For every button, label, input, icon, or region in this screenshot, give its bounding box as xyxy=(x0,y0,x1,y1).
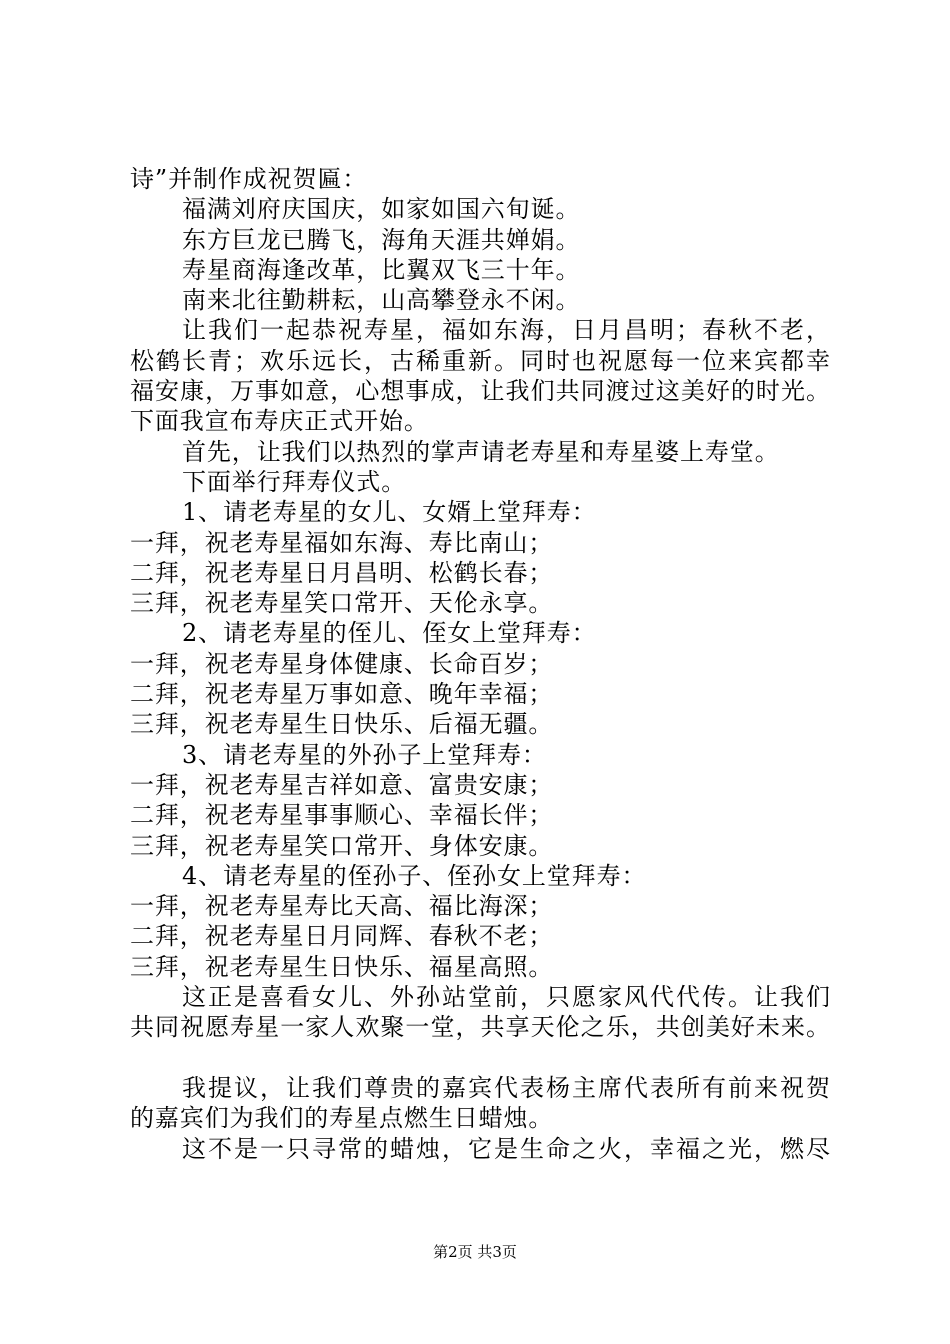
text-line: 下面我宣布寿庆正式开始。 xyxy=(130,407,429,436)
document-body xyxy=(130,164,830,1164)
text-line: 二拜，祝老寿星日月同辉、春秋不老； xyxy=(130,922,554,951)
text-line: 一拜，祝老寿星身体健康、长命百岁； xyxy=(130,649,554,678)
blank-line xyxy=(130,1043,830,1073)
text-line: 寿星商海逢改革，比翼双飞三十年。 xyxy=(182,255,581,284)
text-line: 一拜，祝老寿星吉祥如意、富贵安康； xyxy=(130,770,554,799)
text-line: 松鹤长青；欢乐远长，古稀重新。同时也祝愿每一位来宾都幸 xyxy=(130,346,830,375)
text-line: 三拜，祝老寿星生日快乐、后福无疆。 xyxy=(130,710,554,739)
text-line: 福安康，万事如意，心想事成，让我们共同渡过这美好的时光。 xyxy=(130,377,830,406)
text-line: 二拜，祝老寿星事事顺心、幸福长伴； xyxy=(130,801,554,830)
text-line: 的嘉宾们为我们的寿星点燃生日蜡烛。 xyxy=(130,1104,554,1133)
page-number-label: 第2页 共3页 xyxy=(433,1243,517,1261)
text-line: 2、请老寿星的侄儿、侄女上堂拜寿： xyxy=(182,619,597,648)
text-line: 首先，让我们以热烈的掌声请老寿星和寿星婆上寿堂。 xyxy=(182,437,780,466)
text-line: 一拜，祝老寿星寿比天高、福比海深； xyxy=(130,892,554,921)
text-line: 共同祝愿寿星一家人欢聚一堂，共享天伦之乐，共创美好未来。 xyxy=(130,1013,830,1042)
page-footer xyxy=(0,1242,950,1262)
text-line: 一拜，祝老寿星福如东海、寿比南山； xyxy=(130,528,554,557)
text-line: 3、请老寿星的外孙子上堂拜寿： xyxy=(182,740,547,769)
text-line: 福满刘府庆国庆，如家如国六旬诞。 xyxy=(182,195,581,224)
text-line: 让我们一起恭祝寿星，福如东海，日月昌明；春秋不老， xyxy=(182,316,830,345)
text-line: 三拜，祝老寿星生日快乐、福星高照。 xyxy=(130,952,554,981)
text-line: 诗”并制作成祝贺匾： xyxy=(130,165,368,193)
text-line: 下面举行拜寿仪式。 xyxy=(182,467,407,496)
text-line: 这正是喜看女儿、外孙站堂前，只愿家风代代传。让我们 xyxy=(182,983,830,1012)
text-line: 二拜，祝老寿星日月昌明、松鹤长春； xyxy=(130,558,554,587)
text-line: 三拜，祝老寿星笑口常开、天伦永享。 xyxy=(130,589,554,618)
text-line: 这不是一只寻常的蜡烛，它是生命之火，幸福之光，燃尽 xyxy=(182,1134,830,1163)
text-line: 二拜，祝老寿星万事如意、晚年幸福； xyxy=(130,680,554,709)
text-line: 1、请老寿星的女儿、女婿上堂拜寿： xyxy=(182,498,597,527)
text-line: 我提议，让我们尊贵的嘉宾代表杨主席代表所有前来祝贺 xyxy=(182,1073,830,1102)
text-line: 南来北往勤耕耘，山高攀登永不闲。 xyxy=(182,286,581,315)
text-line: 东方巨龙已腾飞，海角天涯共婵娟。 xyxy=(182,225,581,254)
text-line: 4、请老寿星的侄孙子、侄孙女上堂拜寿： xyxy=(182,861,647,890)
text-line: 三拜，祝老寿星笑口常开、身体安康。 xyxy=(130,831,554,860)
